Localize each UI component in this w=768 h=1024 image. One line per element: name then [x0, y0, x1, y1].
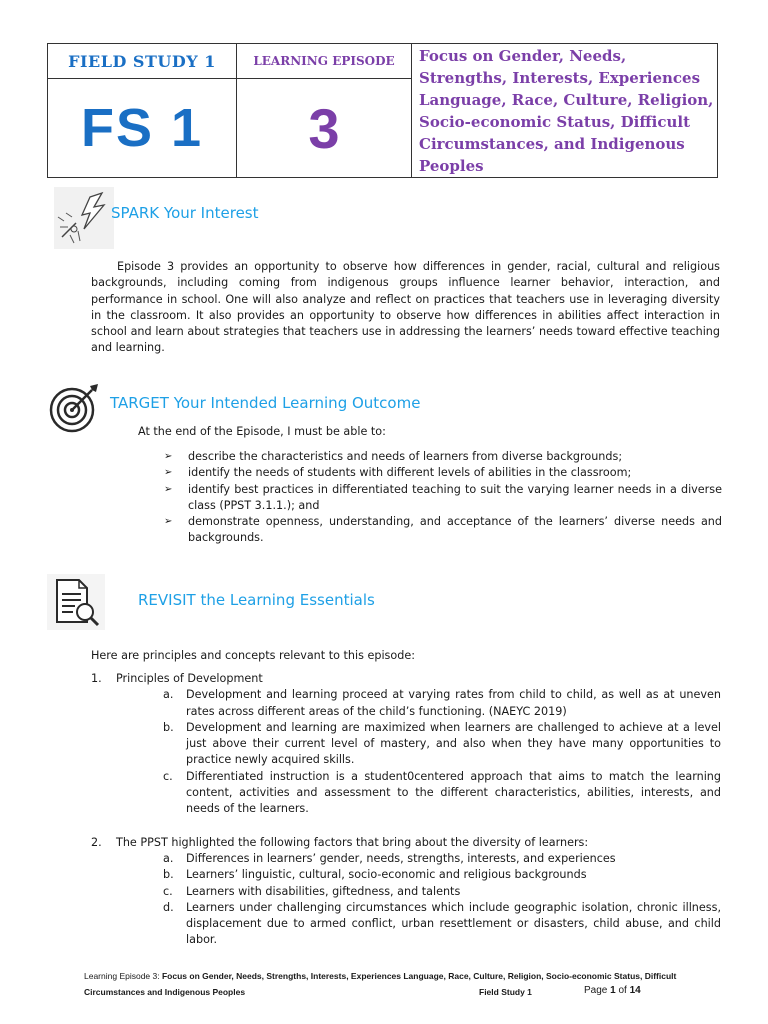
list-item: ➢ describe the characteristics and needs of learners from diverse backgrounds;	[164, 449, 722, 465]
spark-paragraph: Episode 3 provides an opportunity to observe how differences in gender, racial, cultural and religious backgrounds, including coming from indigenous groups influence learner behavior, interaction, and performance in school. One will also analyze and reflect on practices that teachers use in leveraging diversity in the classroom. It also provides an opportunity to observe how differences in abilities affect interaction in school and learn about strategies that teachers use in addressing the learners’ needs toward effective teaching and learning.	[91, 260, 720, 355]
list-item: d. Learners under challenging circumstances which include geographic isolation, chronic illness, displacement due to armed conflict, urban resettlement or disasters, child abuse, and child labor.	[163, 900, 721, 947]
footer-line-2: Circumstances and Indigenous Peoples Field Study 1 Page 1 of 14	[84, 984, 704, 1000]
arrow-bullet-icon: ➢	[164, 451, 173, 462]
arrow-bullet-icon: ➢	[164, 467, 173, 479]
list-item: b. Development and learning are maximized when learners are challenged to achieve at a level just above their current level of mastery, and also when they have many opportunities to practice newly acquired skills.	[163, 720, 721, 767]
list-item: a. Development and learning proceed at varying rates from child to child, as well as at uneven rates across different areas of the child’s functioning. (NAEYC 2019)	[163, 688, 721, 718]
list-item: a. Differences in learners’ gender, needs, strengths, interests, and experiences	[163, 851, 616, 865]
revisit-intro: Here are principles and concepts relevant to this episode:	[91, 649, 415, 662]
episode-number: 3	[237, 79, 412, 177]
target-title: TARGET Your Intended Learning Outcome	[110, 394, 421, 412]
outcome-list	[164, 449, 722, 547]
principles-list	[91, 671, 721, 949]
learning-episode-label: LEARNING EPISODE	[237, 44, 412, 79]
list-item: ➢ demonstrate openness, understanding, and acceptance of the learners’ diverse needs and backgrounds.	[164, 515, 722, 545]
list-item: c. Learners with disabilities, giftedness, and talents	[163, 884, 461, 898]
episode-focus-title: Focus on Gender, Needs, Strengths, Interests, Experiences Language, Race, Culture, Religion, Socio-economic Status, Difficult Circumstances, and Indigenous Peoples	[419, 47, 714, 175]
lightning-sparkler-icon	[54, 187, 114, 249]
list-item: 1. Principles of Development	[91, 672, 263, 685]
fs-code: FS 1	[48, 79, 237, 177]
list-item: ➢ identify best practices in differentiated teaching to suit the varying learner needs in a diverse class (PPST 3.1.1.); and	[164, 482, 722, 512]
field-study-label: FIELD STUDY 1	[48, 44, 237, 79]
list-item: 2. The PPST highlighted the following factors that bring about the diversity of learners:	[91, 835, 589, 849]
target-intro: At the end of the Episode, I must be able to:	[138, 425, 386, 438]
arrow-bullet-icon: ➢	[164, 483, 173, 495]
header-table	[47, 43, 718, 178]
revisit-title: REVISIT the Learning Essentials	[138, 591, 375, 609]
list-item: c. Differentiated instruction is a student0centered approach that aims to match the learning content, activities and assessment to the different characteristics, abilities, interests, and needs of the learners.	[163, 769, 721, 816]
arrow-bullet-icon: ➢	[164, 516, 173, 528]
list-item: b. Learners’ linguistic, cultural, socio-economic and religious backgrounds	[163, 868, 587, 882]
page-footer	[84, 968, 704, 1000]
footer-line-1: Learning Episode 3: Focus on Gender, Needs, Strengths, Interests, Experiences Language, Race, Culture, Religion, Socio-economic Status, Difficult	[84, 971, 677, 981]
list-item: ➢ identify the needs of students with different levels of abilities in the classroom;	[164, 465, 722, 481]
target-arrow-icon	[46, 380, 102, 434]
page-number: Page 1 of 14	[584, 985, 641, 996]
footer-course: Field Study 1	[479, 987, 532, 997]
spark-title: SPARK Your Interest	[111, 204, 259, 222]
document-magnifier-icon	[47, 574, 105, 630]
